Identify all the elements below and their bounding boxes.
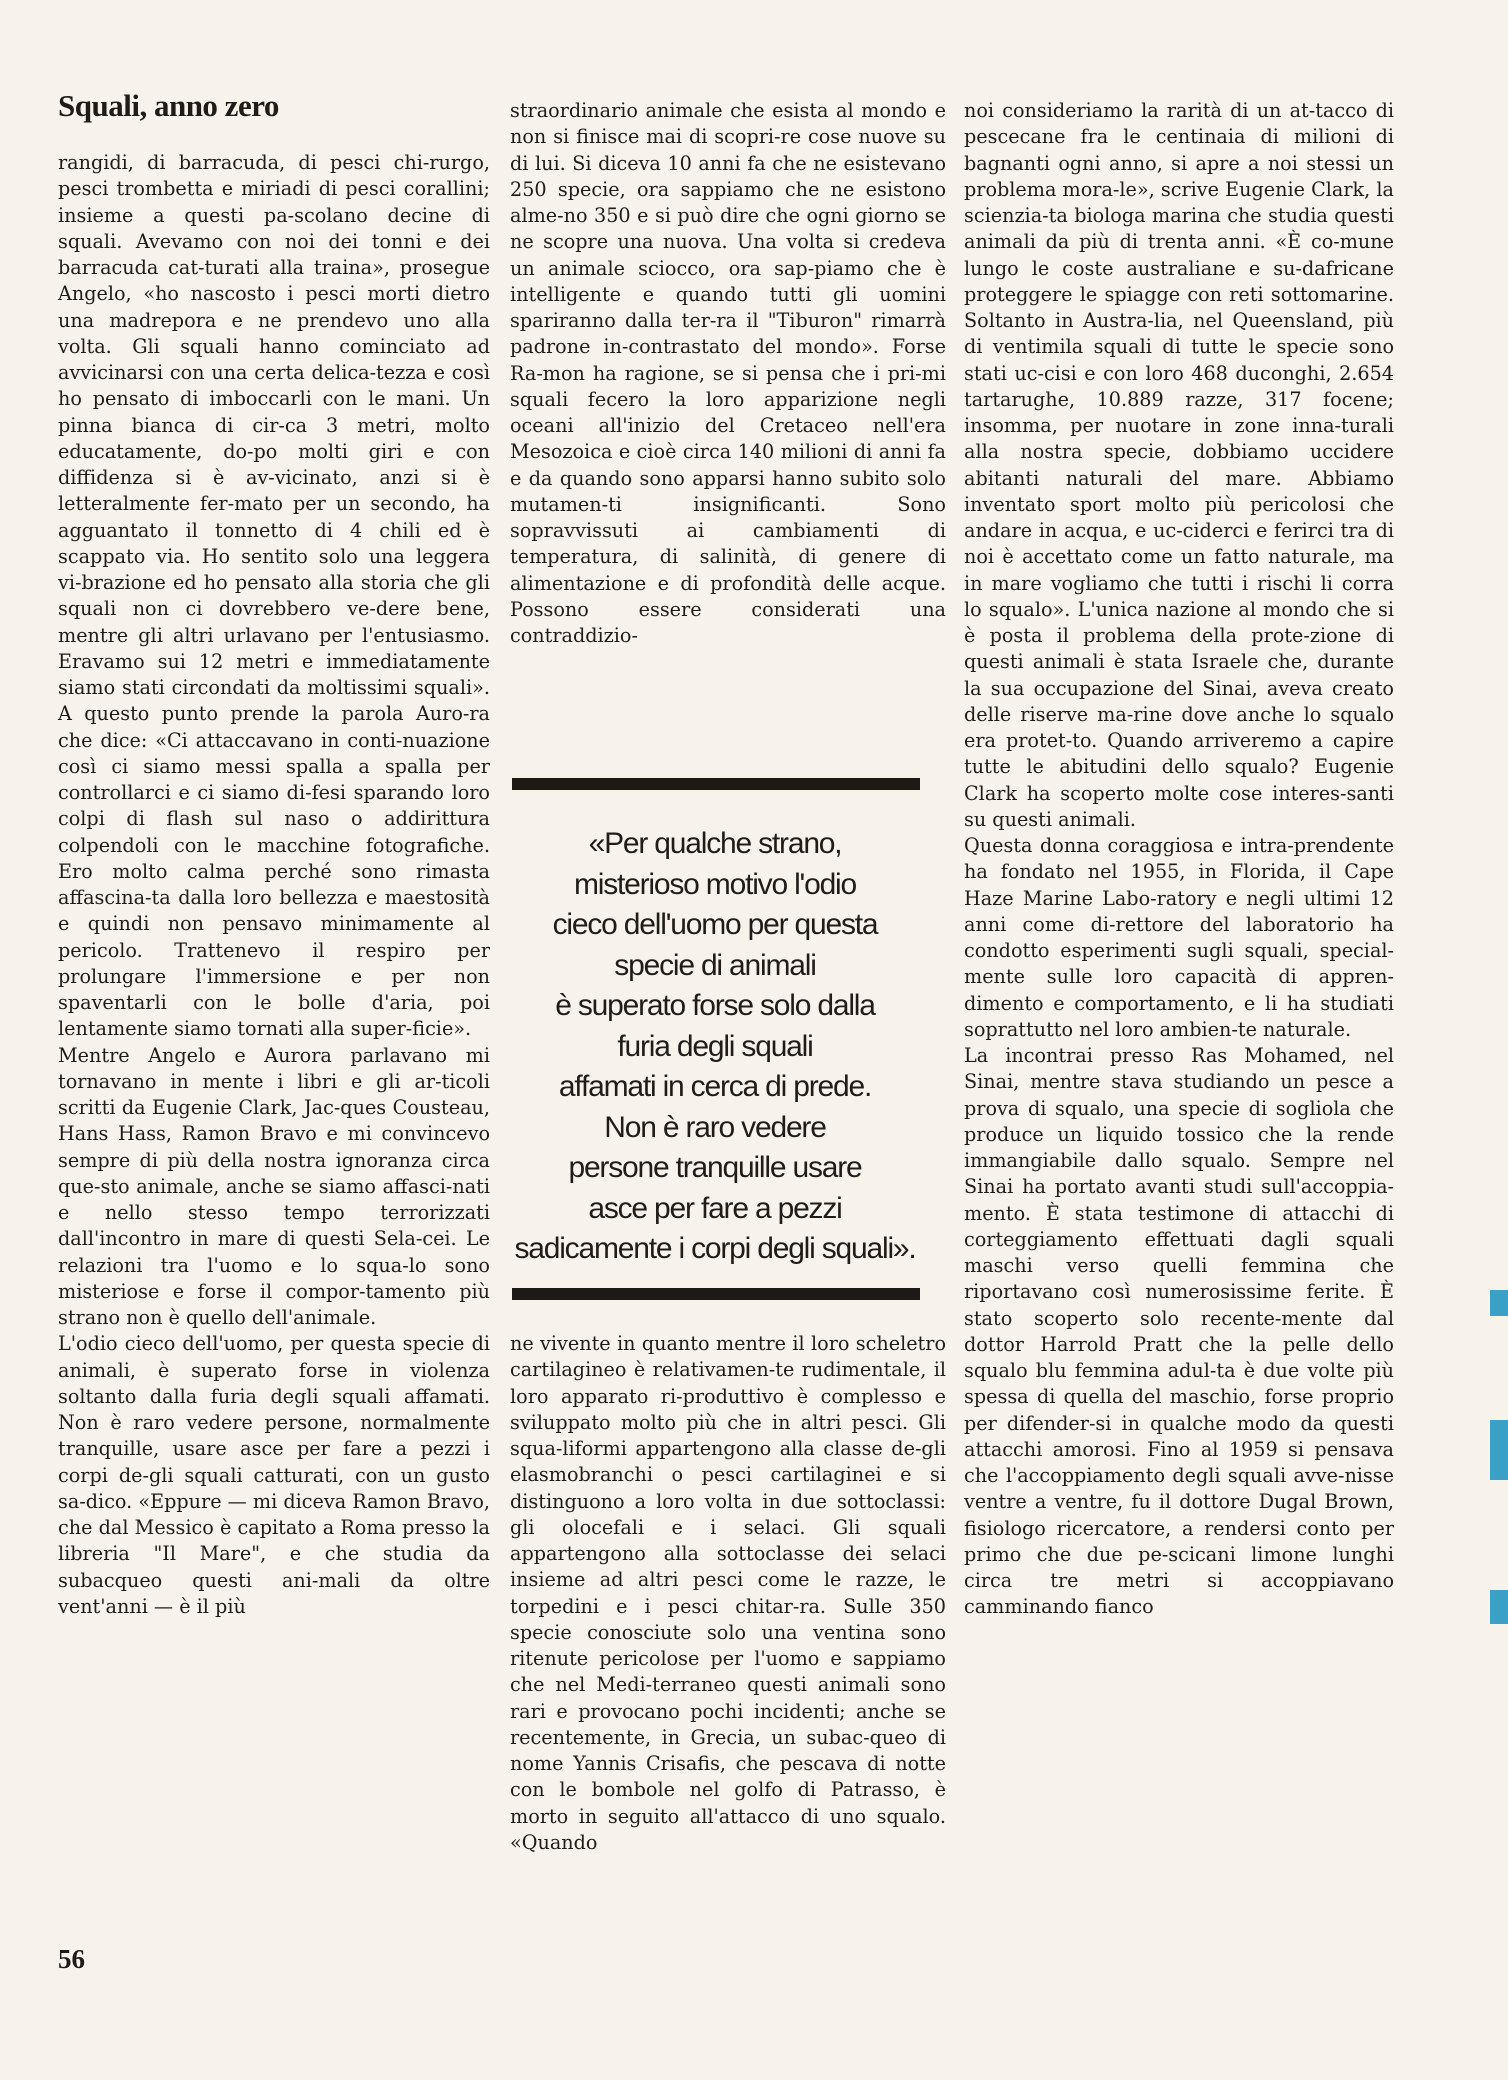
paragraph: Questa donna coraggiosa e intra-prendente ha fondato nel 1955, in Florida, il Cape Haze Marine Labo-ratory e negli ultimi 12 anni come di-rettore del laboratorio ha condotto esperimenti sugli squali, special-mente sulle loro capacità di appren-dimento e comportamento, e li ha studiati soprattutto nel loro ambien-te naturale. [964,834,1394,1041]
pull-quote-line: cieco dell'uomo per questa [552,908,878,941]
paragraph: L'odio cieco dell'uomo, per questa specie di animali, è superato forse in violenza soltanto dalla furia degli squali affamati. Non è raro vedere persone, normalmente tranquille, usare asce per fare a pezzi i corpi de-gli squali catturati, con un gusto sa-dico. «Eppure — mi diceva Ramon Bravo, che dal Messico è capitato a Roma presso la libreria "Il Mare", e che studia da subacqueo questi ani-mali da oltre vent'anni — è il più [58,1332,490,1618]
pull-quote-top-rule [512,778,920,790]
paragraph: rangidi, di barracuda, di pesci chi-rurgo, pesci trombetta e miriadi di pesci corallini; insieme a questi pa-scolano decine di squali. Avevamo con noi dei tonni e dei barracuda cat-turati alla traina», prosegue Angelo, «ho nascosto i pesci morti dietro una madrepora e ne prendevo uno alla volta. Gli squali hanno cominciato ad avvicinarsi con una certa delica-tezza e così ho pensato di imboccarli con le mani. Un pinna bianca di cir-ca 3 metri, molto educatamente, do-po molti giri e con diffidenza si è av-vicinato, anzi si è letteralmente fer-mato per un secondo, ha agguantato il tonnetto di 4 chili ed è scappato via. Ho sentito solo una leggera vi-brazione ed ho pensato alla storia che gli squali non ci dovrebbero ve-dere bene, mentre gli altri urlavano per l'entusiasmo. Eravamo sui 12 metri e immediatamente siamo stati circondati da moltissimi squali». A questo punto prende la parola Auro-ra che dice: «Ci attaccavano in conti-nuazione così ci siamo messi spalla a spalla per controllarci e ci siamo di-fesi sparando loro colpi di flash sul naso o addirittura colpendoli con le macchine fotografiche. Ero molto calma perché sono rimasta affascina-ta dalla loro bellezza e maestosità e quindi non pensavo minimamente al pericolo. Trattenevo il respiro per prolungare l'immersione e per non spaventarli con le bolle d'aria, poi lentamente siamo tornati alla super-ficie». [58,151,490,1041]
article-column-2-bottom [510,1331,946,1856]
pull-quote-line: asce per fare a pezzi [588,1191,842,1225]
pull-quote-line: Non è raro vedere [604,1110,826,1144]
edge-color-mark [1490,1590,1508,1624]
paragraph: straordinario animale che esista al mondo e non si finisce mai di scopri-re cose nuove su di lui. Si diceva 10 anni fa che ne esistevano 250 specie, ora sappiamo che ne esistono alme-no 350 e si può dire che ogni giorno se ne scopre una nuova. Una volta si credeva un animale sciocco, ora sap-piamo che è intelligente e quando tutti gli uomini spariranno dalla ter-ra il "Tiburon" rimarrà padrone in-contrastato del mondo». Forse Ra-mon ha ragione, se si pensa che i pri-mi squali fecero la loro apparizione negli oceani all'inizio del Cretaceo nell'era Mesozoica e cioè circa 140 milioni di anni fa e da quando sono apparsi hanno subito solo mutamen-ti insignificanti. Sono sopravvissuti ai cambiamenti di temperatura, di salinità, di genere di alimentazione e di profondità delle acque. Possono essere considerati una contraddizio- [510,99,946,647]
pull-quote-line: furia degli squali [617,1029,813,1063]
pull-quote-line: «Per qualche strano, [588,827,842,860]
pull-quote-line: persone tranquille usare [568,1151,862,1184]
article-column-1 [58,150,490,1620]
article-column-3 [964,98,1394,1621]
page-number: 56 [58,1944,85,1974]
pull-quote-line: affamati in cerca di prede. [558,1070,872,1103]
article-column-2-top [510,98,946,649]
pull-quote-line: specie di animali [614,948,816,982]
paragraph: ne vivente in quanto mentre il loro scheletro cartilagineo è relativamen-te rudimentale, il loro apparato ri-produttivo è complesso e sviluppato molto più che in altri pesci. Gli squa-liformi appartengono alla classe de-gli elasmobranchi o pesci cartilaginei e si distinguono a loro volta in due sottoclassi: gli olocefali e i selaci. Gli squali appartengono alla sottoclasse dei selaci insieme ad altri pesci come le razze, le torpedini e i pesci chitar-ra. Sulle 350 specie conosciute solo una ventina sono ritenute pericolose per l'uomo e sappiamo che nel Medi-terraneo questi animali sono rari e provocano pochi incidenti; anche se recentemente, in Grecia, un subac-queo di nome Yannis Crisafis, che pescava di notte con le bombole nel golfo di Patrasso, è morto in seguito all'attacco di uno squalo. «Quando [510,1332,946,1854]
paragraph: noi consideriamo la rarità di un at-tacco di pescecane fra le centinaia di milioni di bagnanti ogni anno, si apre a noi stessi un problema mora-le», scrive Eugenie Clark, la scienzia-ta biologa marina che studia questi animali da più di trenta anni. «È co-mune lungo le coste australiane e su-dafricane proteggere le spiagge con reti sottomarine. Soltanto in Austra-lia, nel Queensland, più di ventimila squali di tutte le specie sono stati uc-cisi e con loro 468 duconghi, 2.654 tartarughe, 10.889 razze, 317 focene; insomma, per nuotare in zone inna-turali alla nostra specie, dobbiamo uccidere abitanti naturali del mare. Abbiamo inventato sport molto più pericolosi che andare in acqua, e uc-ciderci e ferirci tra di noi è accettato come un fatto naturale, ma in mare vogliamo che tutti i rischi li corra lo squalo». L'unica nazione al mondo che si è posta il problema della prote-zione di questi animali è stata Israele che, durante la sua occupazione del Sinai, aveva creato delle riserve ma-rine dove anche lo squalo era protet-to. Quando arriveremo a capire tutte le abitudini dello squalo? Eugenie Clark ha scoperto molte cose interes-santi su questi animali. [964,99,1394,831]
edge-color-mark [1490,1420,1508,1480]
pull-quote-line: è superato forse solo dalla [555,989,875,1022]
pull-quote-line: misterioso motivo l'odio [573,867,857,901]
pull-quote-bottom-rule [512,1288,920,1300]
pull-quote [514,824,916,1270]
paragraph: Mentre Angelo e Aurora parlavano mi tornavano in mente i libri e gli ar-ticoli scritti da Eugenie Clark, Jac-ques Cousteau, Hans Hass, Ramon Bravo e mi convincevo sempre di più della nostra ignoranza circa que-sto animale, anche se siamo affasci-nati e nello stesso tempo terrorizzati dall'incontro in mare di questi Sela-cei. Le relazioni tra l'uomo e lo squa-lo sono misteriose e forse il compor-tamento più strano non è quello dell'animale. [58,1043,490,1329]
running-header: Squali, anno zero [58,88,279,123]
paragraph: La incontrai presso Ras Mohamed, nel Sinai, mentre stava studiando un pesce a prova di squalo, una specie di sogliola che produce un liquido tossico che la rende immangiabile dallo squalo. Sempre nel Sinai ha portato avanti studi sull'accoppia-mento. È stata testimone di attacchi di corteggiamento effettuati dagli squali maschi verso quelli femmina che riportavano così numerosissime ferite. È stato scoperto solo recente-mente dal dottor Harrold Pratt che la pelle dello squalo blu femmina adul-ta è due volte più spessa di quella del maschio, forse proprio per difender-si in qualche modo da questi attacchi amorosi. Fino al 1959 si pensava che l'accoppiamento degli squali avve-nisse ventre a ventre, fu il dottore Dugal Brown, fisiologo ricercatore, a rendersi conto per primo che due pe-scicani limone lunghi circa tre metri si accoppiavano camminando fianco [964,1044,1394,1619]
pull-quote-line: sadicamente i corpi degli squali». [514,1232,916,1265]
edge-color-mark [1490,1290,1508,1316]
